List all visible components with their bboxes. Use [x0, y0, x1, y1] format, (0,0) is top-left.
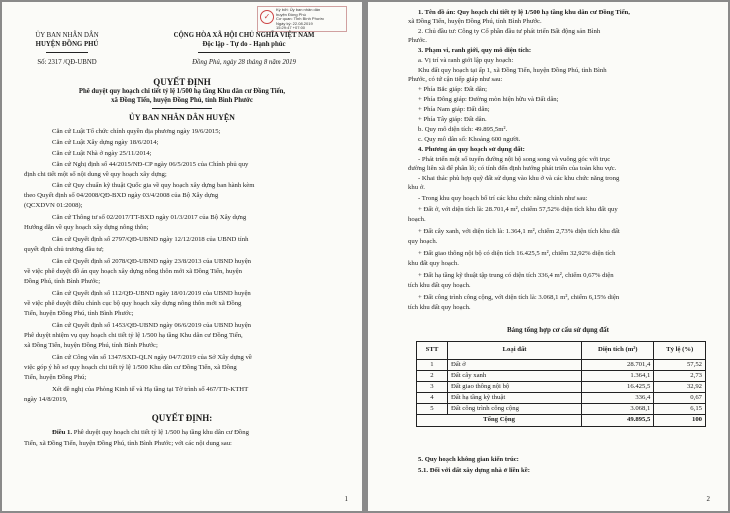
- document-title: QUYẾT ĐỊNH: [153, 77, 211, 87]
- section-line: khu đất quy hoạch.: [408, 260, 459, 267]
- table-total-row: [417, 415, 706, 427]
- legal-basis-line: ngày 14/8/2019,: [24, 396, 68, 403]
- legal-basis-line: Xét đề nghị của Phòng Kinh tế và Hạ tầng tại Tờ trình số 467/TTr-KTHT: [52, 386, 249, 393]
- page-number: 2: [706, 495, 710, 503]
- legal-basis-line: quyết định chủ trương đầu tư;: [24, 246, 104, 253]
- section-line: c. Quy mô dân số: Khoảng 600 người.: [418, 136, 521, 143]
- table-header-row: [417, 342, 706, 360]
- legal-basis-line: Căn cứ Công văn số 1347/SXD-QLN ngày 04/7/2019 của Sở Xây dựng về: [52, 354, 252, 361]
- cell-land-type: Đất ở: [447, 360, 581, 371]
- section-line: + Phía Bắc giáp: Đất dân;: [418, 86, 487, 93]
- cell-area: 16.425,5: [582, 382, 654, 393]
- cell-land-type: Đất hạ tầng kỹ thuật: [447, 393, 581, 404]
- legal-basis-line: Căn cứ Luật Nhà ở ngày 25/11/2014;: [52, 150, 152, 157]
- legal-basis-line: Đồng Phú, tỉnh Bình Phước;: [24, 278, 101, 285]
- article-1-line-2: Tiến, xã Đồng Tiến, huyện Đồng Phú, tỉnh Bình Phước; với các nội dung sau:: [24, 440, 232, 447]
- section-line: - Khai thác phù hợp quỹ đất sử dụng vào khu ở và các khu chức năng trong: [418, 175, 620, 182]
- cell-land-type: Đất cây xanh: [447, 371, 581, 382]
- cell-stt: 2: [417, 371, 448, 382]
- stamp-line-1: Ký bởi: Ủy ban nhân dân: [276, 7, 321, 12]
- table-title: Bảng tổng hợp cơ cấu sử dụng đất: [506, 326, 609, 334]
- legal-basis-line: xã Đồng Tiến, huyện Đồng Phú, tỉnh Bình Phước;: [24, 342, 158, 349]
- section-line: Phước.: [408, 37, 427, 44]
- land-use-table: [416, 341, 706, 427]
- page-number: 1: [344, 495, 348, 503]
- legal-basis-line: theo Quyết định số 04/2008/QĐ-BXD ngày 03/4/2008 của Bộ Xây dựng: [24, 192, 219, 199]
- col-header-land-type: Loại đất: [447, 342, 581, 360]
- document-number: Số: 2317 /QĐ-UBND: [37, 59, 97, 66]
- section-line: + Đất ở, với diện tích là: 28.701,4 m², chiếm 57,52% diện tích khu đất quy: [418, 206, 618, 213]
- cell-land-type: Đất công trình công cộng: [447, 404, 581, 415]
- subtitle-underline: [152, 108, 212, 109]
- table-row: [417, 360, 706, 371]
- issuer-name-line-2: HUYỆN ĐỒNG PHÚ: [35, 41, 99, 48]
- cell-percent: 2,73: [654, 371, 706, 382]
- section-line: + Đất hạ tầng kỹ thuật tập trung có diện tích 336,4 m², chiếm 0,67% diện: [418, 272, 614, 279]
- cell-percent: 0,67: [654, 393, 706, 404]
- section-line: Phước, có tứ cận tiếp giáp như sau:: [408, 76, 503, 83]
- cell-area: 1.364,1: [582, 371, 654, 382]
- cell-area: 3.068,1: [582, 404, 654, 415]
- document-page-2: [368, 2, 728, 511]
- document-subtitle-2: xã Đồng Tiến, huyện Đồng Phú, tỉnh Bình Phước: [111, 97, 253, 104]
- section-line: + Đất giao thông nội bộ có diện tích 16.425,5 m², chiếm 32,92% diện tích: [418, 250, 616, 257]
- table-row: [417, 404, 706, 415]
- issuer-name-line-1: ỦY BAN NHÂN DÂN: [35, 32, 99, 39]
- legal-basis-line: Hướng dẫn về quy hoạch xây dựng nông thôn;: [24, 224, 149, 231]
- section-line: + Đất công trình công cộng, với diện tích là: 3.068,1 m², chiếm 6,15% diện: [418, 294, 620, 301]
- document-date: Đồng Phú, ngày 28 tháng 8 năm 2019: [192, 59, 296, 66]
- national-motto: Độc lập - Tự do - Hạnh phúc: [202, 41, 286, 48]
- section-line: quy hoạch.: [408, 238, 438, 245]
- section-line: a. Vị trí và ranh giới lập quy hoạch:: [418, 57, 514, 64]
- section-line: + Phía Đông giáp: Đường mòn hiện hữu và Đất dân;: [418, 96, 559, 103]
- cell-land-type: Đất giao thông nội bộ: [447, 382, 581, 393]
- legal-basis-line: Căn cứ Nghị định số 44/2015/NĐ-CP ngày 06/5/2015 của Chính phủ quy: [52, 161, 249, 168]
- section-line: tích khu đất quy hoạch.: [408, 304, 471, 311]
- legal-basis-line: Căn cứ Thông tư số 02/2017/TT-BXD ngày 01/3/2017 của Bộ Xây dựng: [52, 214, 247, 221]
- legal-basis-line: Căn cứ Quy chuẩn kỹ thuật Quốc gia về quy hoạch xây dựng ban hành kèm: [52, 182, 255, 189]
- section-line: hoạch.: [408, 216, 426, 223]
- table-row: [417, 371, 706, 382]
- decision-heading: QUYẾT ĐỊNH:: [151, 413, 213, 423]
- section-5-heading: 5. Quy hoạch không gian kiến trúc:: [418, 456, 519, 463]
- legal-basis-line: (QCXDVN 01:2008);: [24, 202, 83, 209]
- cell-stt: 4: [417, 393, 448, 404]
- cell-stt: 3: [417, 382, 448, 393]
- section-line: 4. Phương án quy hoạch sử dụng đất:: [418, 146, 525, 153]
- stamp-line-3: Cơ quan: Tỉnh Bình Phước: [276, 16, 325, 22]
- legal-basis-line: Phê duyệt nhiệm vụ quy hoạch chi tiết tỷ lệ 1/500 hạ tầng Khu dân cư Đồng Tiến,: [24, 332, 243, 339]
- stamp-line-5: 15:29:47 +07:00: [276, 25, 306, 31]
- article-1-label: Điều 1.: [52, 429, 73, 436]
- section-line: - Trong khu quy hoạch bố trí các khu chức năng chính như sau:: [418, 195, 588, 202]
- legal-basis-line: việc góp ý hồ sơ quy hoạch chi tiết tỷ lệ 1/500 Khu dân cư Đồng Tiến, xã Đồng: [24, 364, 237, 371]
- cell-area: 336,4: [582, 393, 654, 404]
- stamp-line-4: Ngày ký: 22.08.2019: [276, 20, 313, 26]
- total-area: 49.895,5: [582, 415, 654, 427]
- legal-basis-line: Căn cứ Quyết định số 2078/QĐ-UBND ngày 23/8/2013 của UBND huyện: [52, 258, 252, 265]
- cell-area: 28.701,4: [582, 360, 654, 371]
- legal-basis-line: Căn cứ Luật Tổ chức chính quyền địa phương ngày 19/6/2015;: [52, 128, 221, 135]
- legal-basis-line: về việc phê duyệt điều chỉnh cục bộ quy hoạch xây dựng nông thôn mới xã Đồng: [24, 300, 242, 307]
- table-row: [417, 382, 706, 393]
- article-1-line: [24, 430, 340, 437]
- article-1-text: Phê duyệt quy hoạch chi tiết tỷ lệ 1/500 hạ tầng khu dân cư Đồng: [72, 429, 249, 436]
- legal-basis-line: Căn cứ Luật Xây dựng ngày 18/6/2014;: [52, 139, 159, 146]
- motto-underline: [198, 52, 290, 53]
- col-header-stt: STT: [417, 342, 448, 360]
- issuer-underline: [46, 52, 88, 53]
- section-line: + Phía Nam giáp: Đất dân;: [418, 106, 490, 113]
- cell-percent: 6,15: [654, 404, 706, 415]
- legal-basis-line: Tiến, huyện Đồng Phú;: [24, 374, 87, 381]
- national-title: CỘNG HÒA XÃ HỘI CHỦ NGHĨA VIỆT NAM: [173, 32, 315, 39]
- legal-basis-line: Căn cứ Quyết định số 2797/QĐ-UBND ngày 12/12/2018 của UBND tỉnh: [52, 236, 249, 243]
- document-subtitle-1: Phê duyệt quy hoạch chi tiết tỷ lệ 1/500 hạ tầng Khu dân cư Đồng Tiến,: [78, 88, 286, 95]
- legal-basis-line: Căn cứ Quyết định số 1453/QĐ-UBND ngày 06/6/2019 của UBND huyện: [52, 322, 252, 329]
- section-line: Khu đất quy hoạch tại ấp 1, xã Đồng Tiến, huyện Đồng Phú, tỉnh Bình: [418, 67, 607, 74]
- document-page-1: [2, 2, 362, 511]
- section-line: b. Quy mô diện tích: 49.895,5m².: [418, 126, 508, 133]
- total-percent: 100: [654, 415, 706, 427]
- cell-percent: 57,52: [654, 360, 706, 371]
- digital-signature-stamp: [257, 6, 347, 32]
- legal-basis-line: Tiến, huyện Đồng Phú, tỉnh Bình Phước;: [24, 310, 134, 317]
- cell-stt: 1: [417, 360, 448, 371]
- col-header-percent: Tỷ lệ (%): [654, 342, 706, 360]
- signature-seal-icon: ✓: [260, 10, 274, 24]
- legal-basis-line: Căn cứ Quyết định số 112/QĐ-UBND ngày 18/01/2019 của UBND huyện: [52, 290, 251, 297]
- section-line: 3. Phạm vi, ranh giới, quy mô diện tích:: [418, 47, 532, 54]
- section-line: xã Đồng Tiến, huyện Đồng Phú, tỉnh Bình Phước.: [408, 18, 542, 25]
- col-header-area: Diện tích (m²): [582, 342, 654, 360]
- section-line: tích khu đất quy hoạch.: [408, 282, 471, 289]
- table-row: [417, 393, 706, 404]
- cell-percent: 32,92: [654, 382, 706, 393]
- cell-stt: 5: [417, 404, 448, 415]
- section-line: - Phát triển một số tuyến đường nội bộ song song và vuông góc với trục: [418, 156, 611, 163]
- section-line: đường liên xã để phân lô; có tính đến định hướng phát triển của toàn khu vực.: [408, 165, 617, 172]
- legal-basis-line: định chi tiết một số nội dung về quy hoạch xây dựng;: [24, 171, 167, 178]
- section-line: + Đất cây xanh, với diện tích là: 1.364,1 m², chiếm 2,73% diện tích khu đất: [418, 228, 620, 235]
- section-line: khu ở.: [408, 184, 425, 191]
- stamp-line-2: huyện Đồng Phú: [276, 11, 306, 17]
- section-5-1-heading: 5.1. Đối với đất xây dựng nhà ở liền kề:: [418, 467, 530, 474]
- section-line: + Phía Tây giáp: Đất dân.: [418, 116, 487, 123]
- section-line: 2. Chủ đầu tư: Công ty Cổ phần đầu tư phát triển Bất động sản Bình: [418, 28, 601, 35]
- legal-basis-line: về việc phê duyệt đồ án quy hoạch xây dựng nông thôn mới xã Đồng Tiến, huyện: [24, 268, 242, 275]
- section-line: 1. Tên đồ án: Quy hoạch chi tiết tỷ lệ 1/500 hạ tầng khu dân cư Đồng Tiến,: [418, 9, 630, 16]
- authority-heading: ỦY BAN NHÂN DÂN HUYỆN: [129, 113, 235, 122]
- total-label: Tổng Cộng: [417, 415, 582, 427]
